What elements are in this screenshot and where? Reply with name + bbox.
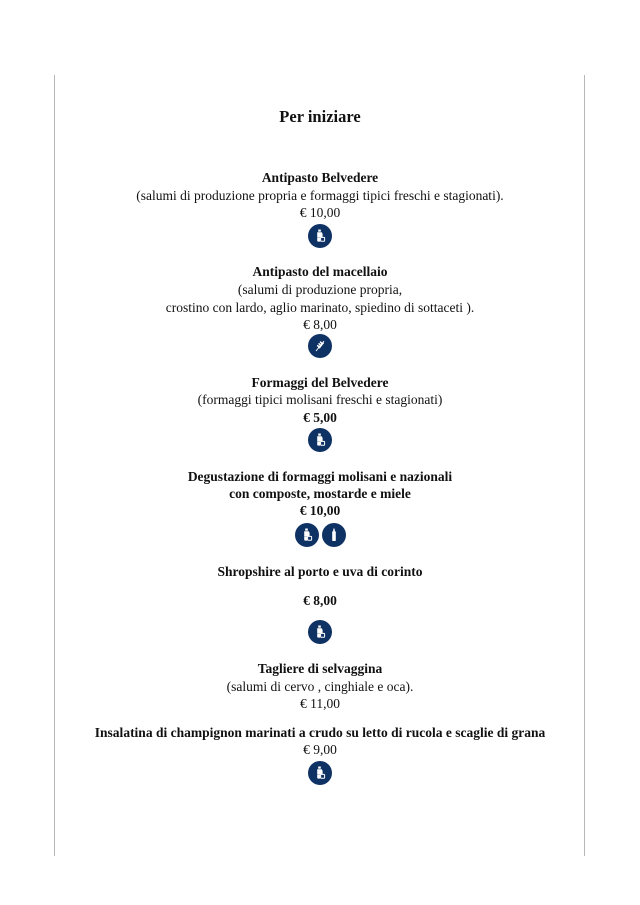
- mustard-bottle-icon: [322, 523, 346, 547]
- dish-name: Antipasto del macellaio: [252, 264, 388, 279]
- wheat-gluten-icon: [308, 334, 332, 358]
- milk-bottle-cheese-icon: [308, 428, 332, 452]
- dish-name: Formaggi del Belvedere: [251, 375, 389, 390]
- milk-bottle-cheese-icon: [295, 523, 319, 547]
- dish-description: (salumi di cervo , cinghiale e oca).: [226, 679, 414, 694]
- milk-bottle-cheese-icon: [308, 761, 332, 785]
- dish-price: € 8,00: [303, 317, 337, 332]
- dish-description: crostino con lardo, aglio marinato, spiedino di sottaceti ).: [165, 300, 475, 315]
- dish-name-line2: con composte, mostarde e miele: [229, 486, 411, 501]
- dish-description: (salumi di produzione propria,: [237, 282, 403, 297]
- allergen-icons: [0, 224, 640, 248]
- dish-name: Tagliere di selvaggina: [257, 661, 383, 676]
- allergen-icons: [0, 523, 640, 547]
- dish-name: Insalatina di champignon marinati a crudo su letto di rucola e scaglie di grana: [94, 725, 546, 740]
- dish-description: (formaggi tipici molisani freschi e stagionati): [197, 392, 443, 407]
- dish-price: € 5,00: [303, 410, 337, 425]
- allergen-icons: [0, 334, 640, 358]
- allergen-icons: [0, 620, 640, 644]
- milk-bottle-cheese-icon: [308, 224, 332, 248]
- dish-description: (salumi di produzione propria e formaggi tipici freschi e stagionati).: [136, 188, 504, 203]
- dish-name: Antipasto Belvedere: [261, 170, 379, 185]
- dish-name: Shropshire al porto e uva di corinto: [217, 564, 423, 579]
- dish-price: € 11,00: [300, 696, 340, 711]
- dish-price: € 8,00: [303, 593, 337, 608]
- section-title: Per iniziare: [279, 107, 361, 126]
- milk-bottle-cheese-icon: [308, 620, 332, 644]
- allergen-icons: [0, 428, 640, 452]
- dish-name: Degustazione di formaggi molisani e nazionali: [187, 469, 453, 484]
- dish-price: € 10,00: [299, 503, 341, 518]
- dish-price: € 9,00: [303, 742, 337, 757]
- dish-price: € 10,00: [299, 205, 341, 220]
- allergen-icons: [0, 761, 640, 785]
